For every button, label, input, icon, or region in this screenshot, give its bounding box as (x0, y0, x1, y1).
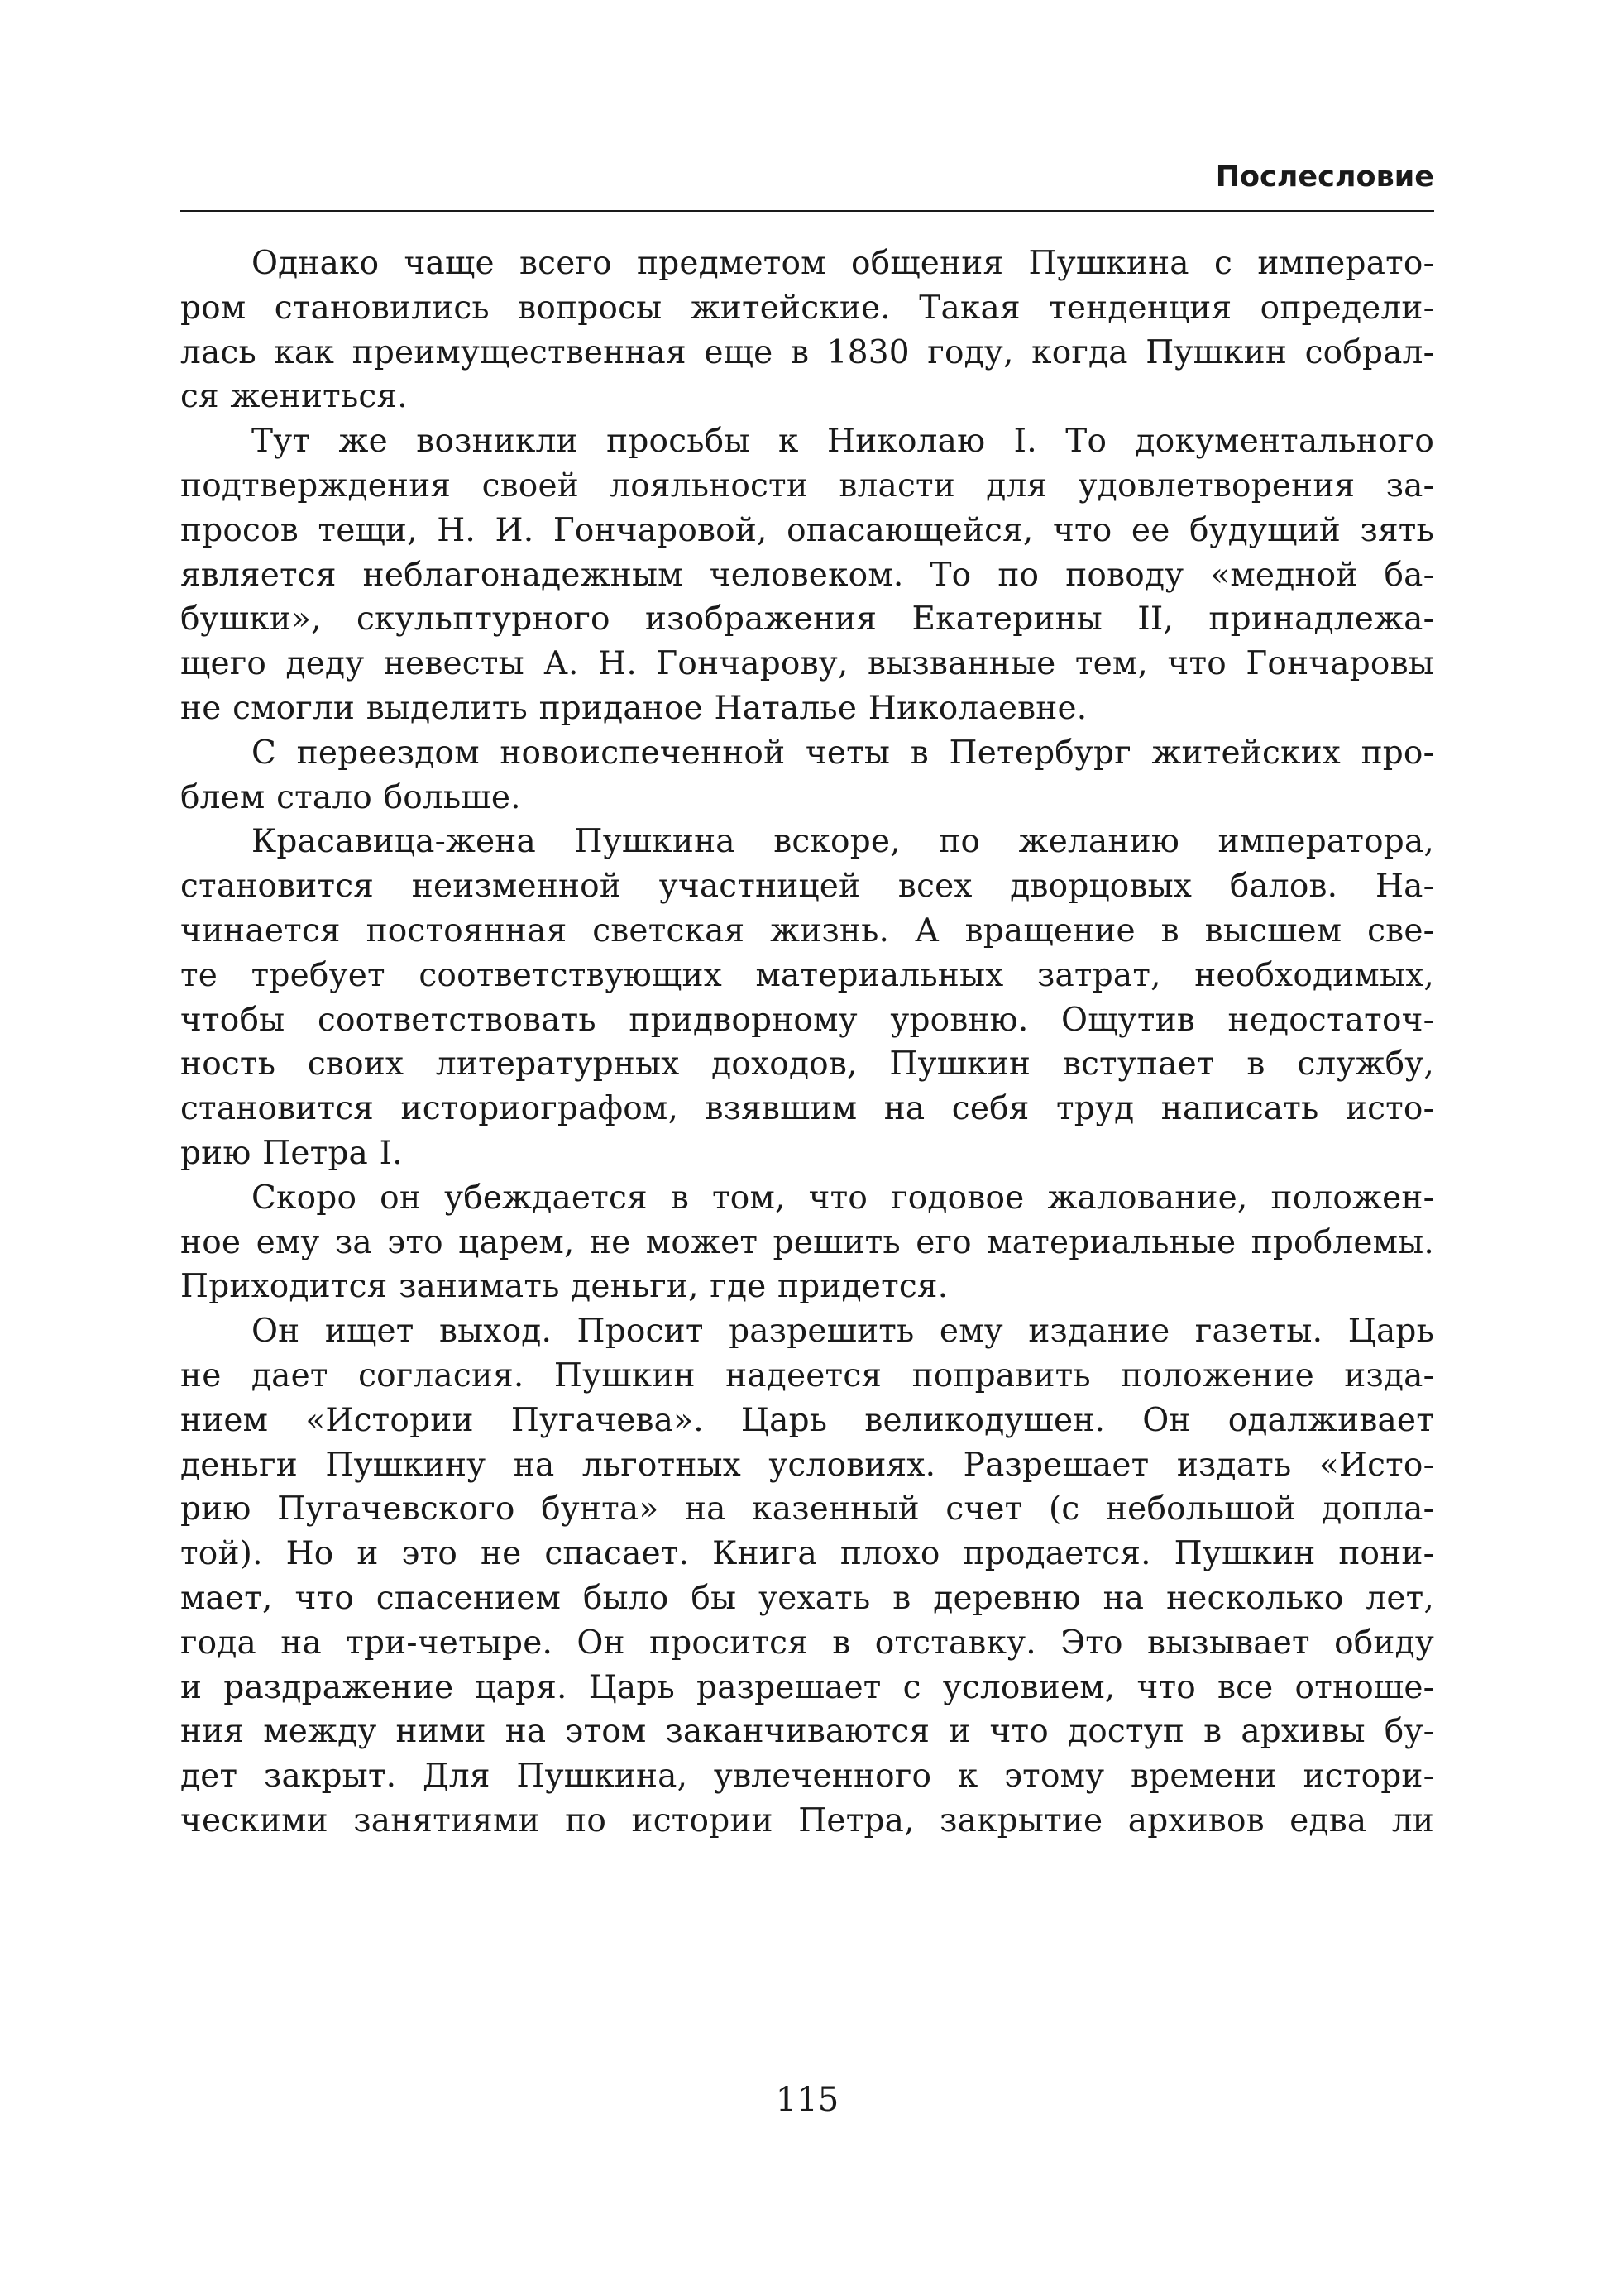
text-line: становится неизменной участницей всех дворцовых балов. На- (180, 868, 1434, 906)
header-rule (180, 210, 1434, 212)
text-line: Приходится занимать деньги, где придется. (180, 1268, 949, 1306)
text-line: не смогли выделить приданое Наталье Николаевне. (180, 689, 1088, 727)
running-title: Послесловие (1215, 160, 1434, 194)
text-line: года на три-четыре. Он просится в отставку. Это вызывает обиду (180, 1624, 1434, 1662)
paragraph (180, 1309, 1434, 1844)
text-line: Скоро он убеждается в том, что годовое жалование, положен- (251, 1179, 1434, 1217)
text-line: является неблагонадежным человеком. То по поводу «медной ба- (180, 556, 1434, 594)
text-line: Он ищет выход. Просит разрешить ему издание газеты. Царь (251, 1313, 1434, 1351)
main-text (180, 242, 1434, 1844)
paragraph (180, 1176, 1434, 1309)
text-line: ность своих литературных доходов, Пушкин вступает в службу, (180, 1045, 1434, 1083)
text-line: мает, что спасением было бы уехать в деревню на несколько лет, (180, 1579, 1434, 1617)
text-line: не дает согласия. Пушкин надеется поправить положение изда- (180, 1356, 1434, 1394)
text-line: становится историографом, взявшим на себя труд написать исто- (180, 1090, 1434, 1128)
text-line: ческими занятиями по истории Петра, закрытие архивов едва ли (180, 1801, 1434, 1839)
text-line: Однако чаще всего предметом общения Пушкина с императо- (251, 245, 1434, 282)
paragraph (180, 820, 1434, 1175)
text-line: деньги Пушкину на льготных условиях. Разрешает издать «Исто- (180, 1446, 1434, 1484)
text-line: блем стало больше. (180, 778, 521, 816)
text-line: чинается постоянная светская жизнь. А вращение в высшем све- (180, 911, 1434, 949)
text-line: дет закрыт. Для Пушкина, увлеченного к этому времени истори- (180, 1758, 1434, 1796)
text-line: щего деду невесты А. Н. Гончарову, вызванные тем, что Гончаровы (180, 645, 1434, 683)
text-line: ния между ними на этом заканчиваются и что доступ в архивы бу- (180, 1713, 1434, 1751)
text-line: нием «Истории Пугачева». Царь великодушен. Он одалживает (180, 1401, 1434, 1439)
text-line: Тут же возникли просьбы к Николаю I. То документального (251, 423, 1434, 461)
page-number: 115 (775, 2081, 839, 2119)
text-line: бушки», скульптурного изображения Екатерины II, принадлежа- (180, 600, 1434, 639)
text-line: рию Петра I. (180, 1134, 403, 1172)
paragraph (180, 731, 1434, 820)
text-line: лась как преимущественная еще в 1830 году, когда Пушкин собрал- (180, 333, 1434, 371)
text-line: ное ему за это царем, не может решить его материальные проблемы. (180, 1223, 1434, 1261)
text-line: просов тещи, Н. И. Гончаровой, опасающейся, что ее будущий зять (180, 511, 1434, 549)
text-line: и раздражение царя. Царь разрешает с условием, что все отноше- (180, 1668, 1434, 1706)
text-line: С переездом новоиспеченной четы в Петербург житейских про- (251, 734, 1434, 772)
text-line: те требует соответствующих материальных затрат, необходимых, (180, 956, 1434, 994)
text-line: рию Пугачевского бунта» на казенный счет (с небольшой допла- (180, 1490, 1434, 1528)
paragraph (180, 242, 1434, 419)
text-line: чтобы соответствовать придворному уровню. Ощутив недостаточ- (180, 1001, 1434, 1039)
text-line: Красавица-жена Пушкина вскоре, по желанию императора, (251, 823, 1434, 861)
text-line: ся жениться. (180, 378, 408, 416)
text-line: подтверждения своей лояльности власти для удовлетворения за- (180, 466, 1434, 505)
text-line: ром становились вопросы житейские. Такая тенденция определи- (180, 289, 1434, 327)
text-line: той). Но и это не спасает. Книга плохо продается. Пушкин пони- (180, 1535, 1434, 1573)
paragraph (180, 419, 1434, 731)
